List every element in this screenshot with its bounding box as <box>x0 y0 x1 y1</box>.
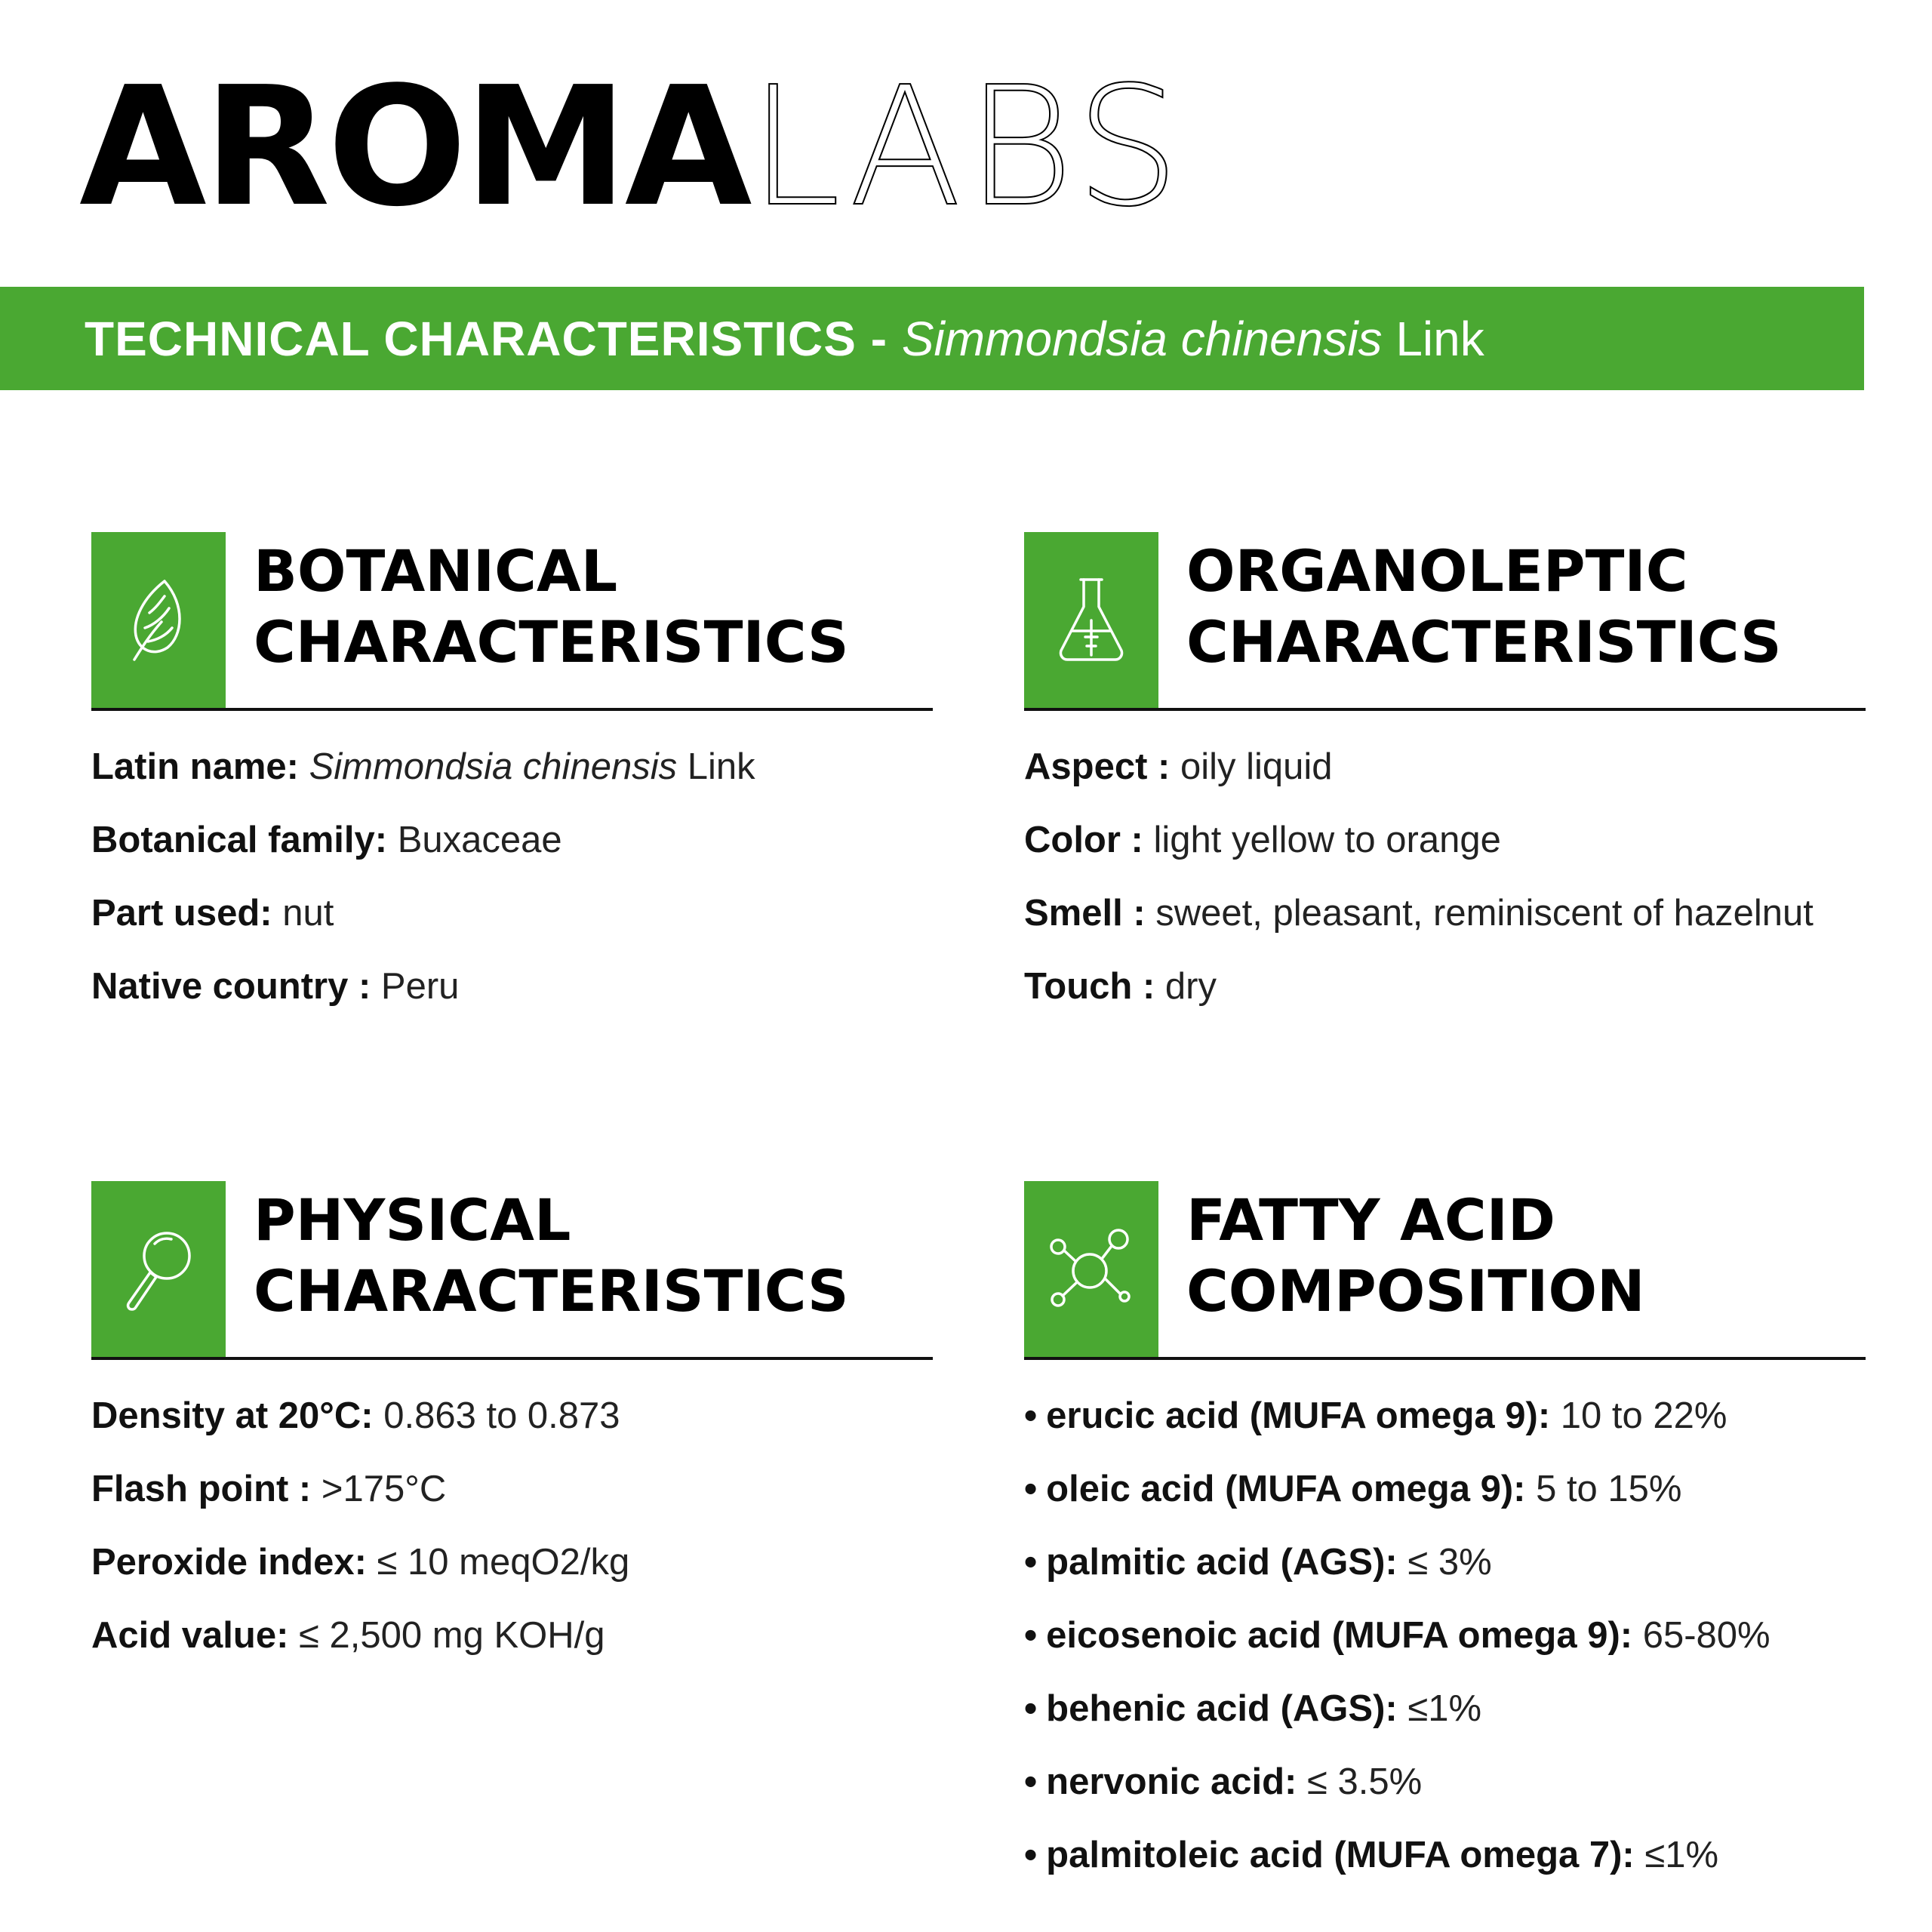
row-label: Acid value: <box>91 1615 289 1656</box>
bullet: • <box>1024 1688 1038 1729</box>
banner-title <box>85 311 1484 367</box>
row-label: Native country : <box>91 966 371 1007</box>
row-density <box>91 1394 933 1438</box>
row-label: behenic acid (AGS): <box>1046 1688 1398 1729</box>
banner-title-authority: Link <box>1382 311 1484 366</box>
brand-logo-bold: AROMA <box>79 52 749 243</box>
banner-title-species: Simmondsia chinensis <box>901 311 1383 366</box>
section-rows <box>91 1394 933 1657</box>
section-title <box>254 1185 849 1327</box>
row-value: ≤ 3.5% <box>1297 1761 1423 1802</box>
section-title-line1: ORGANOLEPTIC <box>1186 537 1688 605</box>
bullet: • <box>1024 1761 1038 1802</box>
section-botanical <box>91 532 933 1038</box>
row-value: dry <box>1155 966 1217 1007</box>
row-erucic-acid <box>1024 1394 1866 1438</box>
section-header <box>91 1181 933 1360</box>
bullet: • <box>1024 1542 1038 1583</box>
section-icon-box <box>91 1181 226 1357</box>
row-botanical-family <box>91 818 933 862</box>
row-eicosenoic-acid <box>1024 1614 1866 1657</box>
row-label: Botanical family: <box>91 820 388 860</box>
section-title-line1: FATTY ACID <box>1186 1186 1555 1254</box>
title-banner <box>0 287 1864 390</box>
section-icon-box <box>91 532 226 708</box>
section-header <box>1024 1181 1866 1360</box>
section-header <box>1024 532 1866 711</box>
section-title-line2: CHARACTERISTICS <box>1186 608 1782 675</box>
row-value: >175°C <box>311 1469 447 1509</box>
section-title <box>254 536 849 678</box>
section-organoleptic <box>1024 532 1866 1038</box>
row-palmitic-acid <box>1024 1540 1866 1584</box>
row-value-italic: Simmondsia chinensis <box>298 746 678 787</box>
row-value: ≤ 3% <box>1397 1542 1492 1583</box>
section-title <box>1186 1185 1645 1327</box>
magnifier-icon <box>117 1224 200 1315</box>
row-latin-name <box>91 745 933 789</box>
section-icon-box <box>1024 532 1158 708</box>
bullet: • <box>1024 1835 1038 1875</box>
row-label: Flash point : <box>91 1469 312 1509</box>
row-label: palmitic acid (AGS): <box>1046 1542 1398 1583</box>
leaf-icon <box>128 575 189 666</box>
section-rows <box>91 745 933 1008</box>
row-oleic-acid <box>1024 1467 1866 1511</box>
row-label: Density at 20°C: <box>91 1395 374 1436</box>
row-smell <box>1024 891 1866 935</box>
row-value: ≤ 10 meqO2/kg <box>366 1542 630 1583</box>
row-label: eicosenoic acid (MUFA omega 9): <box>1046 1615 1633 1656</box>
brand-logo <box>79 52 1185 243</box>
molecule-icon <box>1046 1224 1137 1315</box>
row-behenic-acid <box>1024 1687 1866 1730</box>
row-label: nervonic acid: <box>1046 1761 1297 1802</box>
row-label: palmitoleic acid (MUFA omega 7): <box>1046 1835 1635 1875</box>
row-touch <box>1024 964 1866 1008</box>
row-value: sweet, pleasant, reminiscent of hazelnut <box>1145 893 1814 934</box>
row-value: light yellow to orange <box>1143 820 1501 860</box>
section-title-line2: CHARACTERISTICS <box>254 1257 849 1324</box>
section-fatty-acid <box>1024 1181 1866 1906</box>
row-aspect <box>1024 745 1866 789</box>
row-nervonic-acid <box>1024 1760 1866 1804</box>
section-header <box>91 532 933 711</box>
brand-logo-light <box>749 52 1185 243</box>
bullet: • <box>1024 1469 1038 1509</box>
row-value: 5 to 15% <box>1525 1469 1682 1509</box>
section-physical <box>91 1181 933 1687</box>
section-rows <box>1024 745 1866 1008</box>
row-acid-value <box>91 1614 933 1657</box>
row-color <box>1024 818 1866 862</box>
row-value: Buxaceae <box>387 820 562 860</box>
row-value: 10 to 22% <box>1550 1395 1727 1436</box>
row-label: Touch : <box>1024 966 1155 1007</box>
row-label: Color : <box>1024 820 1143 860</box>
row-label: Part used: <box>91 893 272 934</box>
row-value: 0.863 to 0.873 <box>373 1395 620 1436</box>
row-part-used <box>91 891 933 935</box>
row-palmitoleic-acid <box>1024 1833 1866 1877</box>
banner-title-bold: TECHNICAL CHARACTERISTICS - <box>85 311 902 366</box>
row-value: ≤ 2,500 mg KOH/g <box>288 1615 605 1656</box>
section-title <box>1186 536 1782 678</box>
row-label: Smell : <box>1024 893 1146 934</box>
section-icon-box <box>1024 1181 1158 1357</box>
row-value: 65-80% <box>1632 1615 1770 1656</box>
row-label: oleic acid (MUFA omega 9): <box>1046 1469 1526 1509</box>
section-title-line1: PHYSICAL <box>254 1186 571 1254</box>
section-title-line1: BOTANICAL <box>254 537 618 605</box>
row-value: nut <box>272 893 334 934</box>
section-title-line2: CHARACTERISTICS <box>254 608 849 675</box>
row-native-country <box>91 964 933 1008</box>
row-label: Peroxide index: <box>91 1542 367 1583</box>
row-label: Aspect : <box>1024 746 1171 787</box>
row-label: Latin name: <box>91 746 299 787</box>
row-value: ≤1% <box>1397 1688 1482 1729</box>
section-title-line2: COMPOSITION <box>1186 1257 1645 1324</box>
row-peroxide-index <box>91 1540 933 1584</box>
flask-icon <box>1054 575 1129 666</box>
row-value: Peru <box>371 966 460 1007</box>
row-value-text: Link <box>677 746 755 787</box>
section-rows <box>1024 1394 1866 1877</box>
row-value: ≤1% <box>1634 1835 1719 1875</box>
bullet: • <box>1024 1395 1038 1436</box>
row-value: oily liquid <box>1170 746 1333 787</box>
bullet: • <box>1024 1615 1038 1656</box>
row-value <box>299 746 755 787</box>
row-flash-point <box>91 1467 933 1511</box>
row-label: erucic acid (MUFA omega 9): <box>1046 1395 1551 1436</box>
brand-logo-light-text: LABS <box>749 52 1185 243</box>
